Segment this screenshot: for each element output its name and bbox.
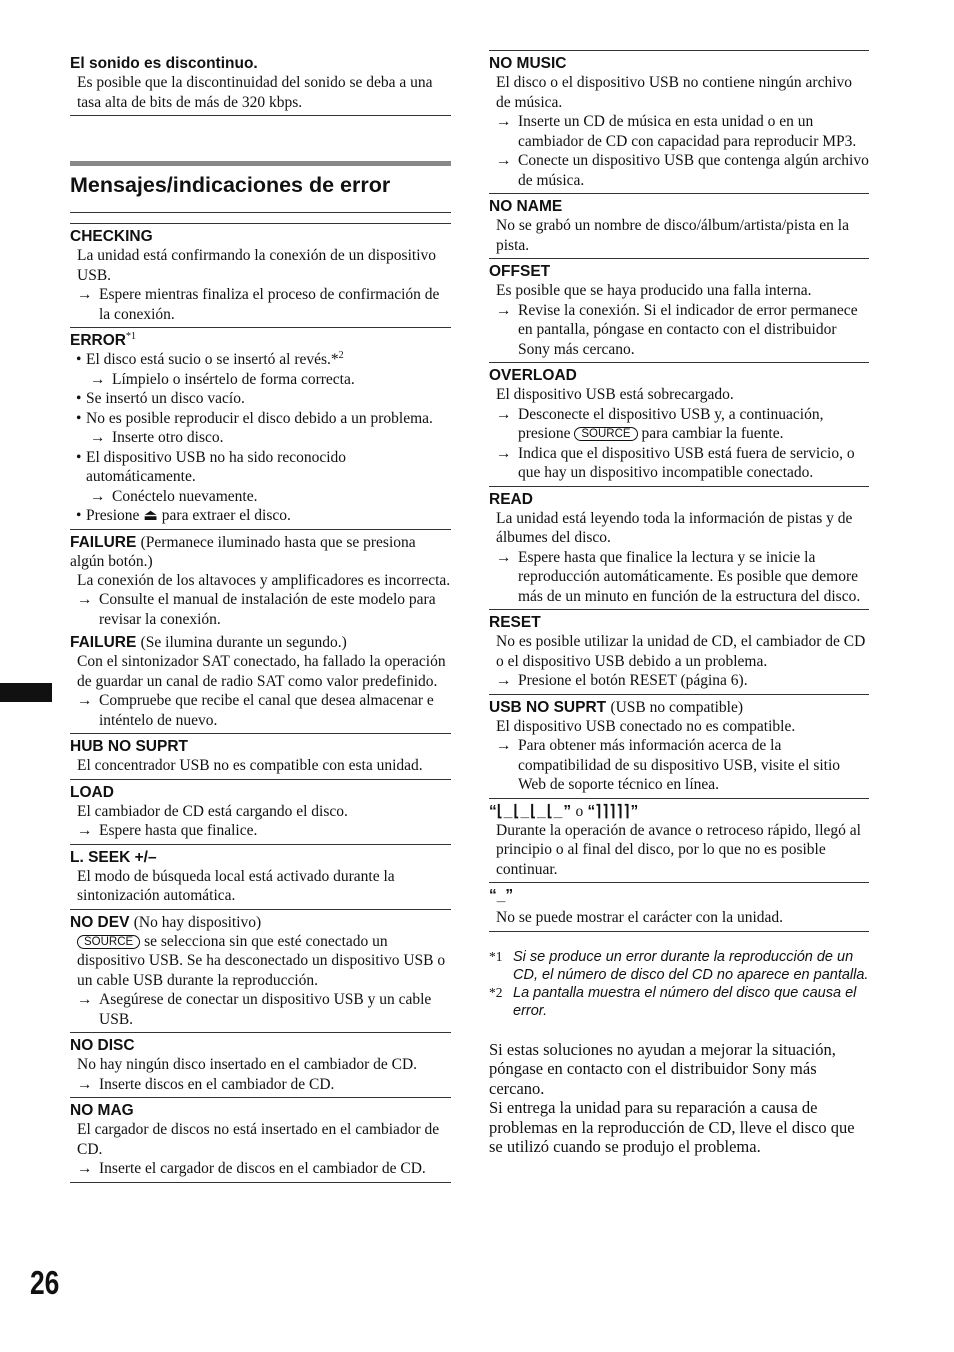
entry-action: → Revise la conexión. Si el indicador de error permanece en pantalla, póngase en contacto con el distribuidor Sony más cercano.: [489, 301, 869, 360]
entry-no-mag: [70, 1098, 451, 1183]
entry-text: El disco o el dispositivo USB no contiene ningún archivo de música.: [496, 74, 853, 111]
entry-action: → Espere hasta que finalice.: [70, 821, 451, 841]
entry-text: El modo de búsqueda local está activado durante la sintonización automática.: [77, 867, 395, 904]
entry-action: → Presione el botón RESET (página 6).: [489, 671, 869, 691]
entry-error: [70, 328, 451, 530]
entry-segment-display: [489, 799, 869, 884]
entry-heading: FAILURE (Se ilumina durante un segundo.): [70, 634, 347, 651]
entry-underscore: [489, 883, 869, 932]
entry-heading: FAILURE (Permanece iluminado hasta que se presiona algún botón.): [70, 533, 416, 570]
entry-text: El dispositivo USB está sobrecargado.: [496, 386, 734, 403]
entry-heading: OVERLOAD: [489, 367, 577, 384]
entry-action: → Asegúrese de conectar un dispositivo USB y un cable USB.: [70, 990, 451, 1029]
entry-text: Es posible que la discontinuidad del sonido se deba a una tasa alta de bits de más de 320 kbps.: [77, 74, 433, 111]
entry-text: El dispositivo USB conectado no es compatible.: [496, 717, 796, 735]
entry-text: La unidad está leyendo toda la información de pistas y de álbumes del disco.: [496, 509, 853, 546]
entry-action: → Inserte un CD de música en esta unidad o en un cambiador de CD con capacidad para reproducir MP3.: [489, 112, 869, 151]
section-tab-marker: [0, 683, 52, 702]
entry-text: No es posible utilizar la unidad de CD, el cambiador de CD o el dispositivo USB debido a un problema.: [496, 633, 866, 670]
entry-read: [489, 487, 869, 611]
entry-heading: NO DISC: [70, 1037, 135, 1054]
footnote-ref: *1: [125, 330, 136, 342]
entry-heading: “_”: [489, 887, 514, 904]
right-column: [489, 50, 869, 1157]
footnote: *2 La pantalla muestra el número del disco que causa el error.: [489, 984, 857, 1019]
entry-heading: HUB NO SUPRT: [70, 738, 188, 755]
closing-paragraph-2: Si entrega la unidad para su reparación a causa de problemas en la reproducción de CD, lleve el disco que se utilizó cuando se produjo el problema.: [489, 1098, 855, 1156]
segment-glyphs-high: ⌉⌉⌉⌉⌉: [595, 802, 631, 820]
section-title: Mensajes/indicaciones de error: [70, 161, 451, 213]
bullet-action: → Límpielo o insértelo de forma correcta.: [70, 370, 451, 390]
entry-offset: [489, 259, 869, 363]
entry-text: La conexión de los altavoces y amplificadores es incorrecta.: [77, 571, 451, 589]
entry-heading: ERROR$^{*1}$: [70, 330, 136, 349]
entry-heading: LOAD: [70, 783, 114, 801]
entry-action: → Espere mientras finaliza el proceso de confirmación de la conexión.: [70, 285, 451, 324]
entry-text: La unidad está confirmando la conexión de un dispositivo USB.: [77, 247, 436, 284]
bullet-action: → Conéctelo nuevamente.: [70, 487, 451, 507]
entry-checking: [70, 223, 451, 328]
bullet-action: → Inserte otro disco.: [70, 428, 451, 448]
entry-text: Con el sintonizador SAT conectado, ha fallado la operación de guardar un canal de radio SAT como valor predefinido.: [77, 653, 446, 690]
footnote: *1 Si se produce un error durante la reproducción de un CD, el número de disco del CD no aparece en pantalla.: [489, 948, 869, 983]
entry-action: → Inserte el cargador de discos en el cambiador de CD.: [70, 1159, 451, 1179]
entry-text: El cambiador de CD está cargando el disco.: [77, 802, 348, 820]
closing-paragraph-1: Si estas soluciones no ayudan a mejorar la situación, póngase en contacto con el distribuidor Sony más cercano.: [489, 1039, 836, 1098]
entry-text: El concentrador USB no es compatible con esta unidad.: [77, 757, 423, 774]
entry-usb-no-suprt: [489, 695, 869, 799]
entry-action: → Desconecte el dispositivo USB y, a continuación, presione SOURCE para cambiar la fuente.: [489, 405, 869, 444]
entry-text: Durante la operación de avance o retroceso rápido, llegó al principio o al final del disco, por lo que no es posible continuar.: [496, 821, 861, 878]
entry-text: Es posible que se haya producido una falla interna.: [496, 282, 812, 299]
entry-no-dev: [70, 910, 451, 1034]
entry-failure-1: [70, 530, 451, 633]
entry-overload: [489, 363, 869, 487]
entry-action: → Consulte el manual de instalación de este modelo para revisar la conexión.: [70, 590, 451, 629]
source-button-label: SOURCE: [574, 427, 637, 441]
entry-action: → Para obtener más información acerca de la compatibilidad de su dispositivo USB, visite el sitio Web de soporte técnico en línea.: [489, 736, 869, 795]
left-column: [70, 50, 451, 1183]
entry-text: SOURCE se selecciona sin que esté conectado un dispositivo USB. Se ha desconectado un dispositivo USB o un cable USB durante la reproducción.: [77, 932, 446, 989]
entry-action: → Espere hasta que finalice la lectura y se inicie la reproducción automáticamente. Es posible que demore más de un minuto en función de la estructura del disco.: [489, 548, 869, 607]
entry-heading: OFFSET: [489, 263, 551, 280]
bullet-item: • El dispositivo USB no ha sido reconocido automáticamente.: [70, 448, 451, 487]
entry-heading: “⌊_⌊_⌊_⌊_” o “⌉⌉⌉⌉⌉”: [489, 802, 639, 820]
entry-l-seek: [70, 845, 451, 910]
footnotes: [489, 948, 869, 1020]
entry-heading: RESET: [489, 614, 541, 631]
entry-heading: READ: [489, 490, 533, 508]
entry-load: [70, 780, 451, 845]
entry-failure-2: [70, 633, 451, 734]
entry-action: → Inserte discos en el cambiador de CD.: [70, 1075, 451, 1095]
entry-heading: NO NAME: [489, 198, 563, 215]
bullet-item: • Se insertó un disco vacío.: [70, 389, 451, 409]
entry-no-name: [489, 194, 869, 259]
entry-action: → Compruebe que recibe el canal que desea almacenar e inténtelo de nuevo.: [70, 691, 451, 730]
segment-glyphs-low: ⌊_⌊_⌊_⌊_: [496, 802, 564, 820]
entry-heading: USB NO SUPRT (USB no compatible): [489, 698, 744, 716]
entry-text: El cargador de discos no está insertado en el cambiador de CD.: [77, 1121, 440, 1158]
entry-reset: [489, 610, 869, 695]
bullet-item: • Presione ⏏ para extraer el disco.: [70, 506, 451, 526]
entry-text: No hay ningún disco insertado en el cambiador de CD.: [77, 1056, 418, 1073]
entry-heading: NO MAG: [70, 1102, 134, 1119]
entry-discontinuous-sound: [70, 50, 451, 116]
entry-heading: L. SEEK +/–: [70, 848, 157, 866]
entry-text: No se puede mostrar el carácter con la unidad.: [496, 909, 784, 926]
bullet-item: • El disco está sucio o se insertó al revés.*$^2$: [70, 350, 451, 370]
eject-icon: ⏏: [143, 507, 158, 524]
entry-no-music: [489, 50, 869, 194]
entry-hub-no-suprt: [70, 734, 451, 780]
entry-no-disc: [70, 1033, 451, 1098]
source-button-label: SOURCE: [77, 935, 140, 949]
entry-heading: NO MUSIC: [489, 55, 567, 72]
page-number: 26: [30, 1264, 60, 1301]
entry-action: → Conecte un dispositivo USB que contenga algún archivo de música.: [489, 151, 869, 190]
entry-text: No se grabó un nombre de disco/álbum/artista/pista en la pista.: [496, 217, 849, 254]
entry-action: → Indica que el dispositivo USB está fuera de servicio, o que hay un dispositivo incompatible conectado.: [489, 444, 869, 483]
entry-heading: El sonido es discontinuo.: [70, 55, 258, 72]
bullet-item: • No es posible reproducir el disco debido a un problema.: [70, 409, 451, 429]
entry-heading: CHECKING: [70, 228, 153, 245]
entry-heading: NO DEV (No hay dispositivo): [70, 913, 262, 931]
